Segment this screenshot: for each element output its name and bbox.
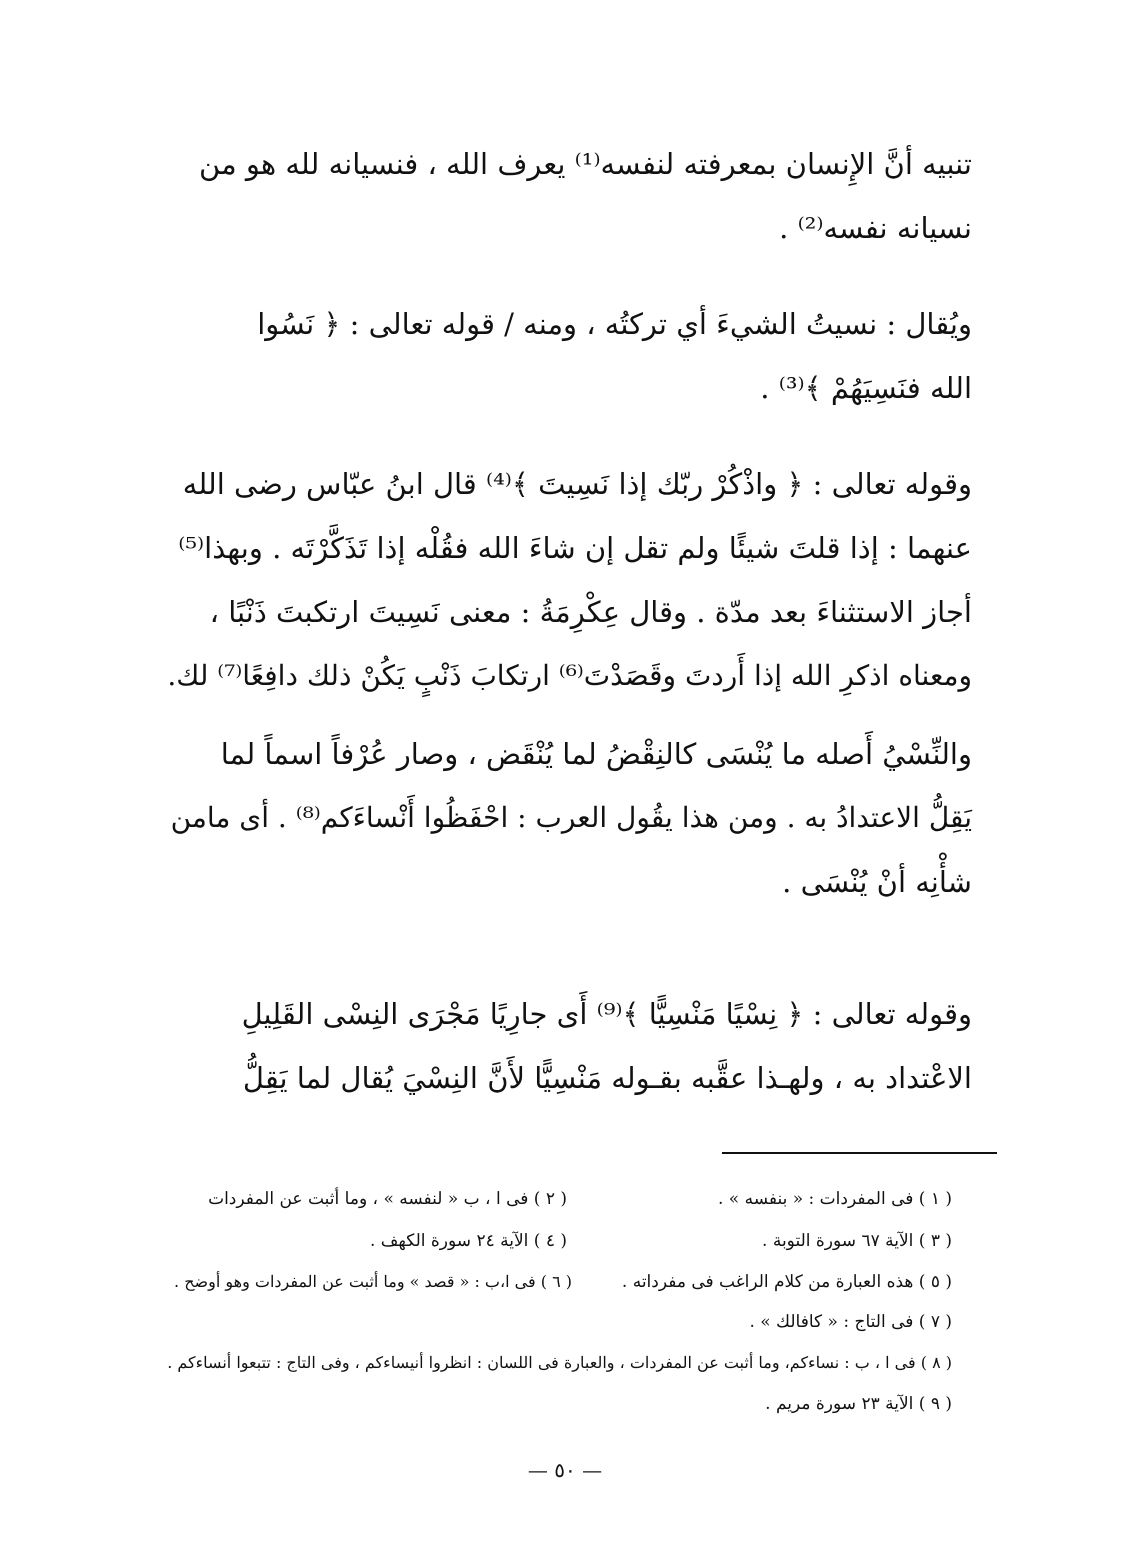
footnote-separator xyxy=(722,1152,997,1154)
footnote-3: ( ٣ ) الآية ٦٧ سورة التوبة . xyxy=(762,1231,952,1251)
text-line: نسيانه نفسه⁽²⁾ . xyxy=(779,211,972,245)
paragraph-3 xyxy=(147,452,972,708)
text-line: والنِّسْيُ أَصله ما يُنْسَى كالنِقْضُ لما يُنْقَض ، وصار عُرْفاً اسماً لما xyxy=(220,737,972,771)
text-line: شأْنِه أنْ يُنْسَى . xyxy=(782,865,972,899)
text-line: يَقِلُّ الاعتدادُ به . ومن هذا يقُول العرب : احْفَظُوا أَنْساءَكم⁽⁸⁾ . أى مامن xyxy=(170,801,972,834)
text-line: عنهما : إذا قلتَ شيئًا ولم تقل إن شاءَ الله فقُلْه إذا تَذَكَّرْتَه . وبهذا⁽⁵⁾ xyxy=(178,531,972,565)
footnote-1: ( ١ ) فى المفردات : « بنفسه » . xyxy=(717,1189,952,1209)
text-line: ومعناه اذكرِ الله إذا أَردتَ وقَصَدْتَ⁽⁶⁾ ارتكابَ ذَنْبٍ يَكُنْ ذلك دافِعًا⁽⁷⁾ لك. xyxy=(167,659,972,692)
footnote-7: ( ٧ ) فى التاج : « كافالك » . xyxy=(749,1312,952,1332)
text-line: ويُقال : نسيتُ الشيءَ أي تركتُه ، ومنه / قوله تعالى : ﴿ نَسُوا xyxy=(257,307,972,341)
text-line: الله فنَسِيَهُمْ ﴾⁽³⁾ . xyxy=(760,371,972,405)
footnote-6: ( ٦ ) فى ا،ب : « قصد » وما أثبت عن المفردات وهو أوضح . xyxy=(174,1272,572,1291)
paragraph-1 xyxy=(147,132,972,260)
text-line: أجاز الاستثناءَ بعد مدّة . وقال عِكْرِمَةُ : معنى نَسِيتَ ارتكبتَ ذَنْبًا ، xyxy=(209,595,972,629)
text-line: وقوله تعالى : ﴿ نِسْيًا مَنْسِيًّا ﴾⁽⁹⁾ أَى جارِيًا مَجْرَى النِسْى القَلِيلِ xyxy=(241,997,972,1031)
footnote-8: ( ٨ ) فى ا ، ب : نساءكم، وما أثبت عن المفردات ، والعبارة فى اللسان : انظروا أنيساءكم ، وفى التاج : تتبعوا أنساءكم . xyxy=(167,1353,952,1372)
text-line: الاعْتداد به ، ولهـذا عقَّبه بقـوله مَنْسِيًّا لأَنَّ النِسْيَ يُقال لما يَقِلُّ xyxy=(242,1061,972,1095)
footnote-4: ( ٤ ) الآية ٢٤ سورة الكهف . xyxy=(369,1231,567,1251)
text-line: تنبيه أنَّ الإِنسان بمعرفته لنفسه⁽¹⁾ يعرف الله ، فنسيانه لله هو من xyxy=(199,147,972,181)
paragraph-2 xyxy=(147,292,972,420)
paragraph-4 xyxy=(147,722,972,914)
page-number: — ٥٠ — xyxy=(527,1458,603,1482)
paragraph-5 xyxy=(147,982,972,1110)
footnote-5: ( ٥ ) هذه العبارة من كلام الراغب فى مفرداته . xyxy=(621,1272,952,1292)
footnote-9: ( ٩ ) الآية ٢٣ سورة مريم . xyxy=(765,1394,952,1414)
text-line: وقوله تعالى : ﴿ واذْكُرْ ربّك إذا نَسِيتَ ﴾⁽⁴⁾ قال ابنُ عبّاس رضى الله xyxy=(182,467,972,501)
footnote-2: ( ٢ ) فى ا ، ب « لنفسه » ، وما أثبت عن المفردات xyxy=(208,1189,567,1209)
